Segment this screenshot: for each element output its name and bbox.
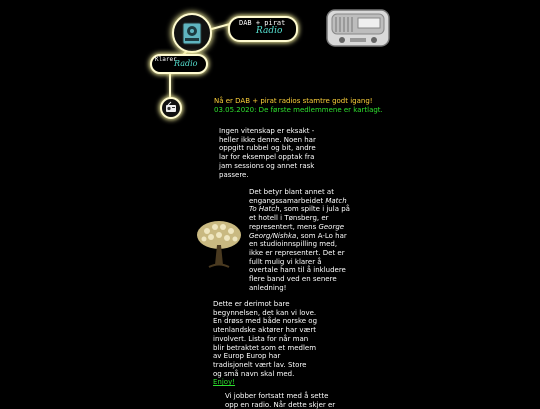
p2-emphasis-1: Match To Hatch: [249, 196, 347, 214]
radio-cassette-icon: [174, 15, 210, 51]
small-radio-icon: [162, 99, 180, 117]
side-badge-top: Klarer: [155, 56, 177, 63]
side-badge-script: Radio: [174, 59, 198, 68]
main-radio-node[interactable]: [172, 13, 212, 53]
p3-text: Dette er derimot bare begynnelsen, det kan vi love. En drøss med både norske og utenlandske aktører har vært involvert. Lista for når man blir betraktet som et medlem av Europ Europ har tradisjonelt vært lav. Store og små navn skal med.: [213, 300, 318, 378]
badge-script-label: Radio: [256, 26, 283, 36]
paragraph-4: Vi jobber fortsatt med å sette opp en radio. Når dette skjer er: [225, 392, 336, 409]
badge-top-line: DAB + pirat: [239, 19, 286, 27]
p2-text-c: , som A-Lo har en studioinnspilling med, ikke er representert. Det er fullt mulig vi klarer å overtale ham til å inkludere flere band ved en senere anledning!: [249, 231, 347, 292]
p2-text-a: Det betyr blant annet at engangssamarbeidet: [249, 188, 334, 205]
vintage-radio-icon: [326, 8, 390, 48]
small-radio-node[interactable]: [160, 97, 182, 119]
p2-text-b: , som spilte i jula på et hotell i Tønsberg, er representert, mens: [249, 205, 350, 231]
p2-emphasis-2: George Georg/Nishka: [249, 222, 345, 240]
paragraph-3: [213, 300, 317, 387]
klarer-radio-badge[interactable]: [150, 54, 208, 74]
enjoy-link[interactable]: Enjoy!: [213, 378, 236, 387]
dab-pirat-radio-badge[interactable]: [228, 16, 298, 42]
paragraph-1: Ingen vitenskap er eksakt - heller ikke denne. Noen har oppgitt rubbel og bit, andre lar for eksempel opptak fra jam sessions og annet rask passere.: [219, 127, 316, 179]
news-date-line: [214, 106, 404, 115]
news-date: 03.05.2020: [214, 105, 255, 114]
tree-illustration: [195, 215, 243, 271]
news-block: [214, 97, 404, 114]
news-date-text: : De første medlemmene er kartlagt.: [254, 105, 383, 114]
news-headline: Nå er DAB + pirat radios stamtre godt igang!: [214, 97, 373, 105]
paragraph-2: [249, 188, 351, 292]
